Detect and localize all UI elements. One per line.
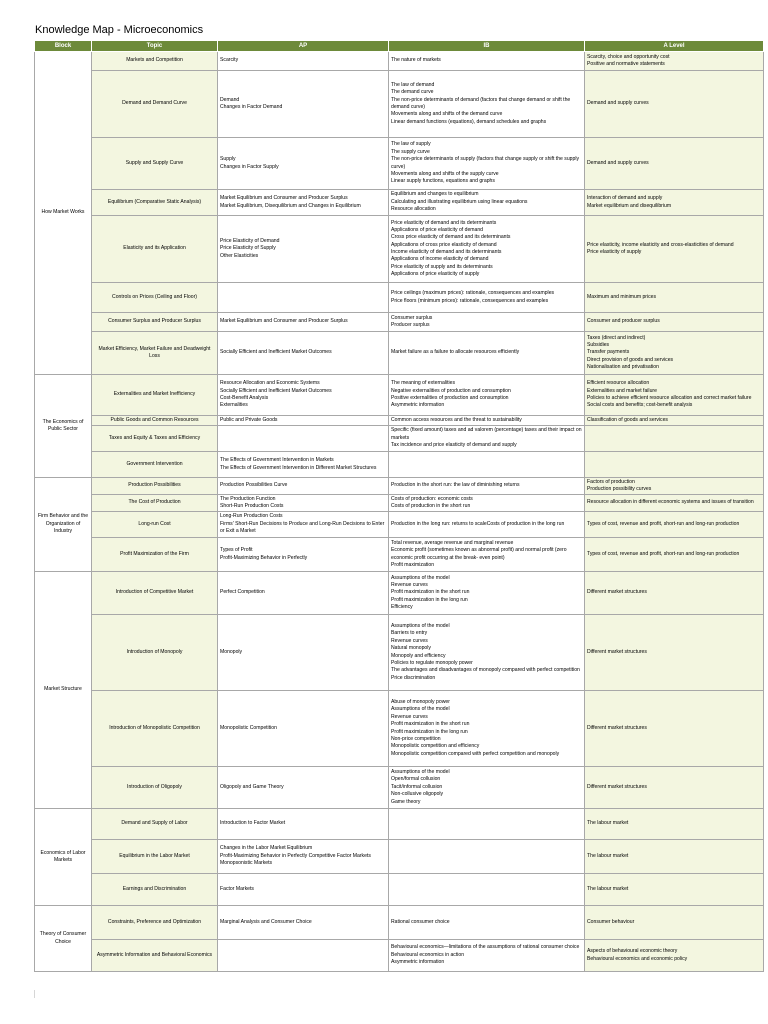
ap-cell-line: Types of Profit — [220, 547, 253, 554]
ap-cell — [218, 283, 389, 313]
topic-cell: Demand and Supply of Labor — [92, 809, 218, 840]
ib-cell-line: Price elasticity of demand and its determinants — [391, 219, 497, 226]
ap-cell-line: Monopolistic Competition — [220, 724, 277, 731]
table-row — [35, 426, 764, 452]
ib-cell-line: The non-price determinants of supply (factors that change supply or shift the supply curve) — [391, 156, 580, 170]
a-level-cell — [585, 416, 764, 426]
ib-cell — [389, 615, 585, 691]
a-level-cell-line: Maximum and minimum prices — [587, 293, 657, 300]
ap-cell — [218, 313, 389, 332]
header-block: Block — [35, 41, 92, 52]
table-row — [35, 538, 764, 572]
topic-cell: Asymmetric Information and Behavioral Economics — [92, 940, 218, 972]
page-title: Knowledge Map - Microeconomics — [35, 24, 204, 36]
table-row — [35, 452, 764, 478]
ib-cell — [389, 313, 585, 332]
topic-cell: Equilibrium in the Labor Market — [92, 840, 218, 874]
a-level-cell — [585, 615, 764, 691]
ap-cell-line: Marginal Analysis and Consumer Choice — [220, 918, 312, 925]
ib-cell-line: Costs of production in the short run — [391, 503, 471, 509]
topic-cell: Taxes and Equity & Taxes and Efficiency — [92, 426, 218, 452]
a-level-cell-line: Consumer and producer surplus — [587, 318, 660, 325]
header-row — [35, 41, 764, 52]
block-market-structure: Market Structure — [35, 572, 92, 809]
ib-cell-line: Specific (fixed amount) taxes and ad valorem (percentage) taxes and their impact on markets — [391, 427, 582, 441]
ib-cell-line: Equilibrium and changes to equilibrium — [391, 191, 479, 198]
a-level-cell-line: The labour market — [587, 852, 629, 859]
ib-cell — [389, 52, 585, 71]
a-level-cell — [585, 332, 764, 375]
knowledge-map-table — [34, 40, 764, 972]
ib-cell-line: The advantages and disadvantages of monopoly compared with perfect competition — [391, 667, 580, 674]
ib-cell-line: Profit maximization in the short run — [391, 721, 470, 728]
topic-cell: Constraints, Preference and Optimization — [92, 906, 218, 940]
ap-cell — [218, 538, 389, 572]
a-level-cell-line: Direct provision of goods and services — [587, 356, 674, 363]
ib-cell-line: Efficiency — [391, 604, 413, 611]
ib-cell — [389, 332, 585, 375]
ib-cell-line: Price elasticity of supply and its determinants — [391, 263, 493, 270]
a-level-cell-line: Different market structures — [587, 648, 647, 655]
a-level-cell-line: Policies to achieve efficient resource allocation and correct market failure — [587, 395, 752, 401]
a-level-cell-line: Positive and normative statements — [587, 61, 665, 67]
a-level-cell — [585, 452, 764, 478]
table-row — [35, 313, 764, 332]
ap-cell-line: Short-Run Production Costs — [220, 503, 284, 509]
ap-cell-line: Monopsonistic Markets — [220, 860, 273, 867]
topic-cell: Production Possibilities — [92, 478, 218, 495]
ib-cell-line: Profit maximization in the long run — [391, 596, 468, 603]
a-level-cell — [585, 478, 764, 495]
a-level-cell-line: Price elasticity of supply — [587, 249, 642, 255]
ib-cell-line: Monopoly and efficiency — [391, 652, 446, 659]
ib-cell-line: Asymmetric information — [391, 402, 445, 409]
a-level-cell — [585, 495, 764, 512]
topic-cell: Earnings and Discrimination — [92, 874, 218, 906]
ib-cell-line: Movements along and shifts of the demand curve — [391, 111, 503, 118]
ap-cell — [218, 452, 389, 478]
ib-cell-line: Costs of production: economic costs — [391, 495, 473, 502]
ap-cell-line: Changes in Factor Supply — [220, 163, 279, 170]
ap-cell — [218, 375, 389, 416]
a-level-cell — [585, 426, 764, 452]
ib-cell-line: Positive externalities of production and consumption — [391, 395, 509, 401]
a-level-cell-line: Different market structures — [587, 724, 647, 731]
table-row — [35, 216, 764, 283]
ib-cell-line: Game theory — [391, 798, 421, 805]
table-row — [35, 809, 764, 840]
a-level-cell-line: Price elasticity, income elasticity and cross-elasticities of demand — [587, 241, 734, 248]
table-row — [35, 416, 764, 426]
ib-cell-line: Calculating and illustrating equilibrium using linear equations — [391, 198, 528, 205]
ib-cell — [389, 767, 585, 809]
header-ap: AP — [218, 41, 389, 52]
a-level-cell — [585, 138, 764, 190]
table-row — [35, 138, 764, 190]
ib-cell-line: Abuse of monopoly power — [391, 699, 450, 706]
ib-cell — [389, 906, 585, 940]
ib-cell-line: Barriers to entry — [391, 630, 428, 637]
table-row — [35, 375, 764, 416]
ap-cell-line: Price Elasticity of Supply — [220, 245, 276, 252]
ap-cell-line: The Effects of Government Intervention in Markets — [220, 457, 334, 464]
ib-cell-line: Income elasticity of demand and its determinants — [391, 249, 502, 255]
ib-cell-line: Price discrimination — [391, 674, 436, 681]
ib-cell — [389, 512, 585, 538]
a-level-cell — [585, 572, 764, 615]
ap-cell-line: Resource Allocation and Economic Systems — [220, 380, 320, 387]
ib-cell — [389, 495, 585, 512]
a-level-cell-line: Efficient resource allocation — [587, 380, 650, 387]
a-level-cell-line: Interaction of demand and supply — [587, 195, 663, 202]
a-level-cell-line: Subsidies — [587, 341, 610, 348]
a-level-cell — [585, 190, 764, 216]
ib-cell-line: Resource allocation — [391, 206, 436, 213]
ib-cell-line: Production in the long run: returns to scaleCosts of production in the long run — [391, 520, 565, 527]
ib-cell-line: Linear supply functions, equations and graphs — [391, 178, 495, 185]
a-level-cell-line: Demand and supply curves — [587, 100, 649, 107]
ap-cell-line: Factor Markets — [220, 885, 254, 892]
a-level-cell-line: Different market structures — [587, 589, 647, 596]
ap-cell — [218, 332, 389, 375]
table-row — [35, 940, 764, 972]
table-row — [35, 691, 764, 767]
ap-cell-line: Market Equilibrium and Consumer and Producer Surplus — [220, 195, 348, 202]
ib-cell-line: Revenue curves — [391, 637, 428, 644]
page-edge-mark — [34, 990, 35, 998]
ap-cell-line: Introduction to Factor Market — [220, 820, 286, 827]
ib-cell-line: Assumptions of the model — [391, 623, 450, 630]
a-level-cell — [585, 906, 764, 940]
ib-cell-line: Cross price elasticity of demand and its determinants — [391, 234, 511, 241]
ib-cell — [389, 216, 585, 283]
ap-cell-line: Public and Private Goods — [220, 416, 278, 423]
ap-cell — [218, 426, 389, 452]
ib-cell-line: Policies to regulate monopoly power — [391, 659, 473, 666]
ap-cell-line: Changes in the Labor Market Equilibrium — [220, 845, 313, 852]
ib-cell-line: Economic profit (sometimes known as abnormal profit) and normal profit (zero economic profit occurring at the break- even point) — [391, 547, 567, 561]
ap-cell-line: Market Equilibrium and Consumer and Producer Surplus — [220, 318, 348, 325]
a-level-cell — [585, 375, 764, 416]
ib-cell-line: Price ceilings (maximum prices): rationale, consequences and examples — [391, 290, 555, 297]
ib-cell — [389, 283, 585, 313]
a-level-cell-line: Aspects of behavioural economic theory — [587, 948, 678, 955]
a-level-cell — [585, 52, 764, 71]
block-economics-of-labor-markets: Economics of Labor Markets — [35, 809, 92, 906]
ib-cell-line: Asymmetric information — [391, 959, 445, 966]
ib-cell — [389, 874, 585, 906]
a-level-cell-line: Factors of production — [587, 478, 635, 485]
ap-cell — [218, 190, 389, 216]
ap-cell-line: Externalities — [220, 402, 248, 409]
ib-cell-line: The non-price determinants of demand (factors that change demand or shift the demand curve) — [391, 96, 571, 110]
a-level-cell-line: The labour market — [587, 820, 629, 827]
a-level-cell-line: Different market structures — [587, 783, 647, 790]
ap-cell-line: Monopoly — [220, 648, 243, 655]
header-topic: Topic — [92, 41, 218, 52]
ap-cell — [218, 216, 389, 283]
ap-cell-line: Cost-Benefit Analysis — [220, 395, 269, 401]
a-level-cell — [585, 538, 764, 572]
table-row — [35, 52, 764, 71]
ap-cell — [218, 691, 389, 767]
a-level-cell-line: Externalities and market failure — [587, 387, 657, 394]
ap-cell — [218, 512, 389, 538]
ap-cell — [218, 874, 389, 906]
ib-cell-line: Tax incidence and price elasticity of demand and supply — [391, 442, 517, 449]
ib-cell — [389, 426, 585, 452]
a-level-cell-line: Types of cost, revenue and profit, short-run and long-run production — [587, 550, 740, 557]
block-theory-of-consumer-choice: Theory of Consumer Choice — [35, 906, 92, 972]
topic-cell: Introduction of Monopoly — [92, 615, 218, 691]
ib-cell — [389, 416, 585, 426]
ap-cell — [218, 767, 389, 809]
a-level-cell-line: Taxes (direct and indirect) — [587, 334, 646, 341]
topic-cell: Externalities and Market Inefficiency — [92, 375, 218, 416]
a-level-cell-line: Production possibility curves — [587, 486, 652, 492]
ap-cell-line: Oligopoly and Game Theory — [220, 783, 284, 790]
ib-cell — [389, 478, 585, 495]
a-level-cell — [585, 216, 764, 283]
ib-cell-line: Production in the short run: the law of diminishing returns — [391, 482, 520, 489]
a-level-cell — [585, 840, 764, 874]
ib-cell-line: Price floors (minimum prices): rationale, consequences and examples — [391, 297, 549, 304]
a-level-cell — [585, 809, 764, 840]
ap-cell-line: Firms' Short-Run Decisions to Produce and Long-Run Decisions to Enter or Exit a Market — [220, 520, 385, 535]
table-row — [35, 572, 764, 615]
a-level-cell-line: Scarcity, choice and opportunity cost — [587, 53, 670, 60]
ib-cell-line: The law of supply — [391, 141, 431, 148]
a-level-cell — [585, 940, 764, 972]
topic-cell: Introduction of Monopolistic Competition — [92, 691, 218, 767]
a-level-cell-line: Types of cost, revenue and profit, short-run and long-run production — [587, 520, 740, 527]
table-row — [35, 906, 764, 940]
topic-cell: Markets and Competition — [92, 52, 218, 71]
ap-cell — [218, 840, 389, 874]
ap-cell-line: Scarcity — [220, 57, 239, 64]
ib-cell-line: Non-price competition — [391, 735, 441, 742]
ib-cell-line: The meaning of externalities — [391, 380, 455, 387]
ib-cell-line: Producer surplus — [391, 322, 430, 328]
a-level-cell-line: The labour market — [587, 885, 629, 892]
block-the-economics-of-public-sector: The Economics of Public Sector — [35, 375, 92, 478]
table-row — [35, 767, 764, 809]
ib-cell-line: Assumptions of the model — [391, 706, 450, 713]
ib-cell — [389, 809, 585, 840]
ib-cell-line: The supply curve — [391, 148, 430, 155]
ib-cell — [389, 691, 585, 767]
ap-cell-line: The Effects of Government Intervention in Different Market Structures — [220, 464, 377, 471]
ib-cell-line: Monopolistic competition and efficiency — [391, 743, 480, 750]
a-level-cell — [585, 313, 764, 332]
ib-cell-line: Total revenue, average revenue and marginal revenue — [391, 539, 514, 546]
ap-cell-line: Demand — [220, 96, 240, 103]
a-level-cell — [585, 512, 764, 538]
ib-cell-line: The law of demand — [391, 81, 435, 88]
ib-cell — [389, 190, 585, 216]
topic-cell: Long-run Cost — [92, 512, 218, 538]
block-firm-behavior-and-the-organization-of-industry: Firm Behavior and the Organization of Industry — [35, 478, 92, 572]
ib-cell-line: Non-collusive oligopoly — [391, 791, 444, 798]
block-how-market-works: How Market Works — [35, 52, 92, 375]
ib-cell-line: Behavioural economics in action — [391, 951, 465, 958]
topic-cell: Controls on Prices (Ceiling and Floor) — [92, 283, 218, 313]
table-row — [35, 615, 764, 691]
ap-cell-line: The Production Function — [220, 495, 276, 502]
ib-cell-line: Negative externalities of production and consumption — [391, 387, 511, 394]
table-row — [35, 495, 764, 512]
table-row — [35, 874, 764, 906]
ib-cell-line: Applications of cross price elasticity of demand — [391, 241, 497, 248]
ap-cell-line: Socially Efficient and Inefficient Market Outcomes — [220, 387, 332, 394]
a-level-cell-line: Social costs and benefits; cost-benefit analysis — [587, 402, 693, 409]
ap-cell — [218, 940, 389, 972]
ib-cell-line: Assumptions of the model — [391, 769, 450, 776]
ib-cell-line: The demand curve — [391, 89, 434, 96]
topic-cell: Profit Maximization of the Firm — [92, 538, 218, 572]
ib-cell — [389, 572, 585, 615]
header-ib: IB — [389, 41, 585, 52]
topic-cell: Elasticity and its Application — [92, 216, 218, 283]
ib-cell-line: Revenue curves — [391, 581, 428, 588]
ib-cell-line: Profit maximization — [391, 561, 435, 568]
table-body — [35, 52, 764, 972]
ib-cell — [389, 71, 585, 138]
ib-cell — [389, 452, 585, 478]
ap-cell-line: Production Possibilities Curve — [220, 482, 288, 489]
ap-cell-line: Perfect Competition — [220, 589, 265, 596]
ap-cell — [218, 416, 389, 426]
ib-cell-line: Monopolistic competition compared with perfect competition and monopoly — [391, 750, 560, 757]
ib-cell — [389, 538, 585, 572]
ap-cell-line: Supply — [220, 156, 236, 163]
topic-cell: Introduction of Oligopoly — [92, 767, 218, 809]
ap-cell — [218, 71, 389, 138]
ap-cell — [218, 615, 389, 691]
ib-cell-line: Natural monopoly — [391, 645, 431, 652]
ib-cell-line: Consumer surplus — [391, 314, 433, 321]
table-row — [35, 512, 764, 538]
ib-cell-line: The nature of markets — [391, 57, 441, 64]
ap-cell-line: Other Elasticities — [220, 252, 259, 259]
topic-cell: The Cost of Production — [92, 495, 218, 512]
ib-cell-line: Tacit/informal collusion — [391, 783, 443, 790]
a-level-cell — [585, 691, 764, 767]
a-level-cell-line: Market equilibrium and disequilibrium — [587, 202, 672, 209]
ib-cell-line: Movements along and shifts of the supply curve — [391, 170, 499, 177]
a-level-cell-line: Behavioural economics and economic policy — [587, 955, 688, 962]
ap-cell — [218, 809, 389, 840]
table-row — [35, 283, 764, 313]
ib-cell-line: Open/formal collusion — [391, 776, 441, 783]
ib-cell-line: Linear demand functions (equations), demand schedules and graphs — [391, 118, 547, 125]
ap-cell — [218, 138, 389, 190]
ap-cell-line: Market Equilibrium, Disequilibrium and Changes in Equilibrium — [220, 202, 361, 209]
ib-cell — [389, 840, 585, 874]
ib-cell — [389, 375, 585, 416]
topic-cell: Equilibrium (Comparative Static Analysis) — [92, 190, 218, 216]
ib-cell-line: Applications of price elasticity of supply — [391, 271, 480, 278]
ib-cell-line: Behavioural economics—limitations of the assumptions of rational consumer choice — [391, 944, 580, 951]
topic-cell: Supply and Supply Curve — [92, 138, 218, 190]
ap-cell — [218, 906, 389, 940]
a-level-cell-line: Classification of goods and services — [587, 416, 668, 423]
a-level-cell-line: Nationalisation and privatisation — [587, 364, 659, 371]
ib-cell — [389, 940, 585, 972]
a-level-cell — [585, 874, 764, 906]
ib-cell-line: Applications of price elasticity of demand — [391, 226, 484, 233]
ib-cell-line: Profit maximization in the short run — [391, 589, 470, 596]
ib-cell-line: Applications of income elasticity of demand — [391, 256, 489, 263]
ib-cell-line: Profit maximization in the long run — [391, 728, 468, 735]
ap-cell — [218, 52, 389, 71]
topic-cell: Consumer Surplus and Producer Surplus — [92, 313, 218, 332]
a-level-cell-line: Resource allocation in different economic systems and issues of transition — [587, 499, 754, 506]
a-level-cell — [585, 283, 764, 313]
ib-cell-line: Common access resources and the threat to sustainability — [391, 416, 522, 423]
ib-cell-line: Assumptions of the model — [391, 574, 450, 581]
header-a-level: A Level — [585, 41, 764, 52]
table-row — [35, 190, 764, 216]
ib-cell-line: Rational consumer choice — [391, 918, 450, 925]
a-level-cell — [585, 71, 764, 138]
ap-cell-line: Price Elasticity of Demand — [220, 237, 280, 244]
ap-cell — [218, 478, 389, 495]
table-row — [35, 332, 764, 375]
ib-cell-line: Revenue curves — [391, 713, 428, 720]
table-row — [35, 840, 764, 874]
ap-cell — [218, 572, 389, 615]
topic-cell: Government Intervention — [92, 452, 218, 478]
ib-cell — [389, 138, 585, 190]
a-level-cell-line: Demand and supply curves — [587, 159, 649, 166]
ap-cell-line: Profit-Maximizing Behavior in Perfectly — [220, 554, 308, 561]
ap-cell — [218, 495, 389, 512]
ap-cell-line: Changes in Factor Demand — [220, 104, 283, 110]
ap-cell-line: Profit-Maximizing Behavior in Perfectly Competitive Factor Markets — [220, 852, 371, 859]
a-level-cell-line: Consumer behaviour — [587, 918, 635, 925]
ap-cell-line: Socially Efficient and Inefficient Market Outcomes — [220, 349, 332, 356]
topic-cell: Public Goods and Common Resources — [92, 416, 218, 426]
topic-cell: Introduction of Competitive Market — [92, 572, 218, 615]
topic-cell: Market Efficiency, Market Failure and Deadweight Loss — [92, 332, 218, 375]
table-row — [35, 71, 764, 138]
a-level-cell — [585, 767, 764, 809]
table-row — [35, 478, 764, 495]
ib-cell-line: Market failure as a failure to allocate resources efficiently — [391, 349, 520, 356]
ap-cell-line: Long-Run Production Costs — [220, 513, 283, 520]
topic-cell: Demand and Demand Curve — [92, 71, 218, 138]
a-level-cell-line: Transfer payments — [587, 349, 630, 356]
